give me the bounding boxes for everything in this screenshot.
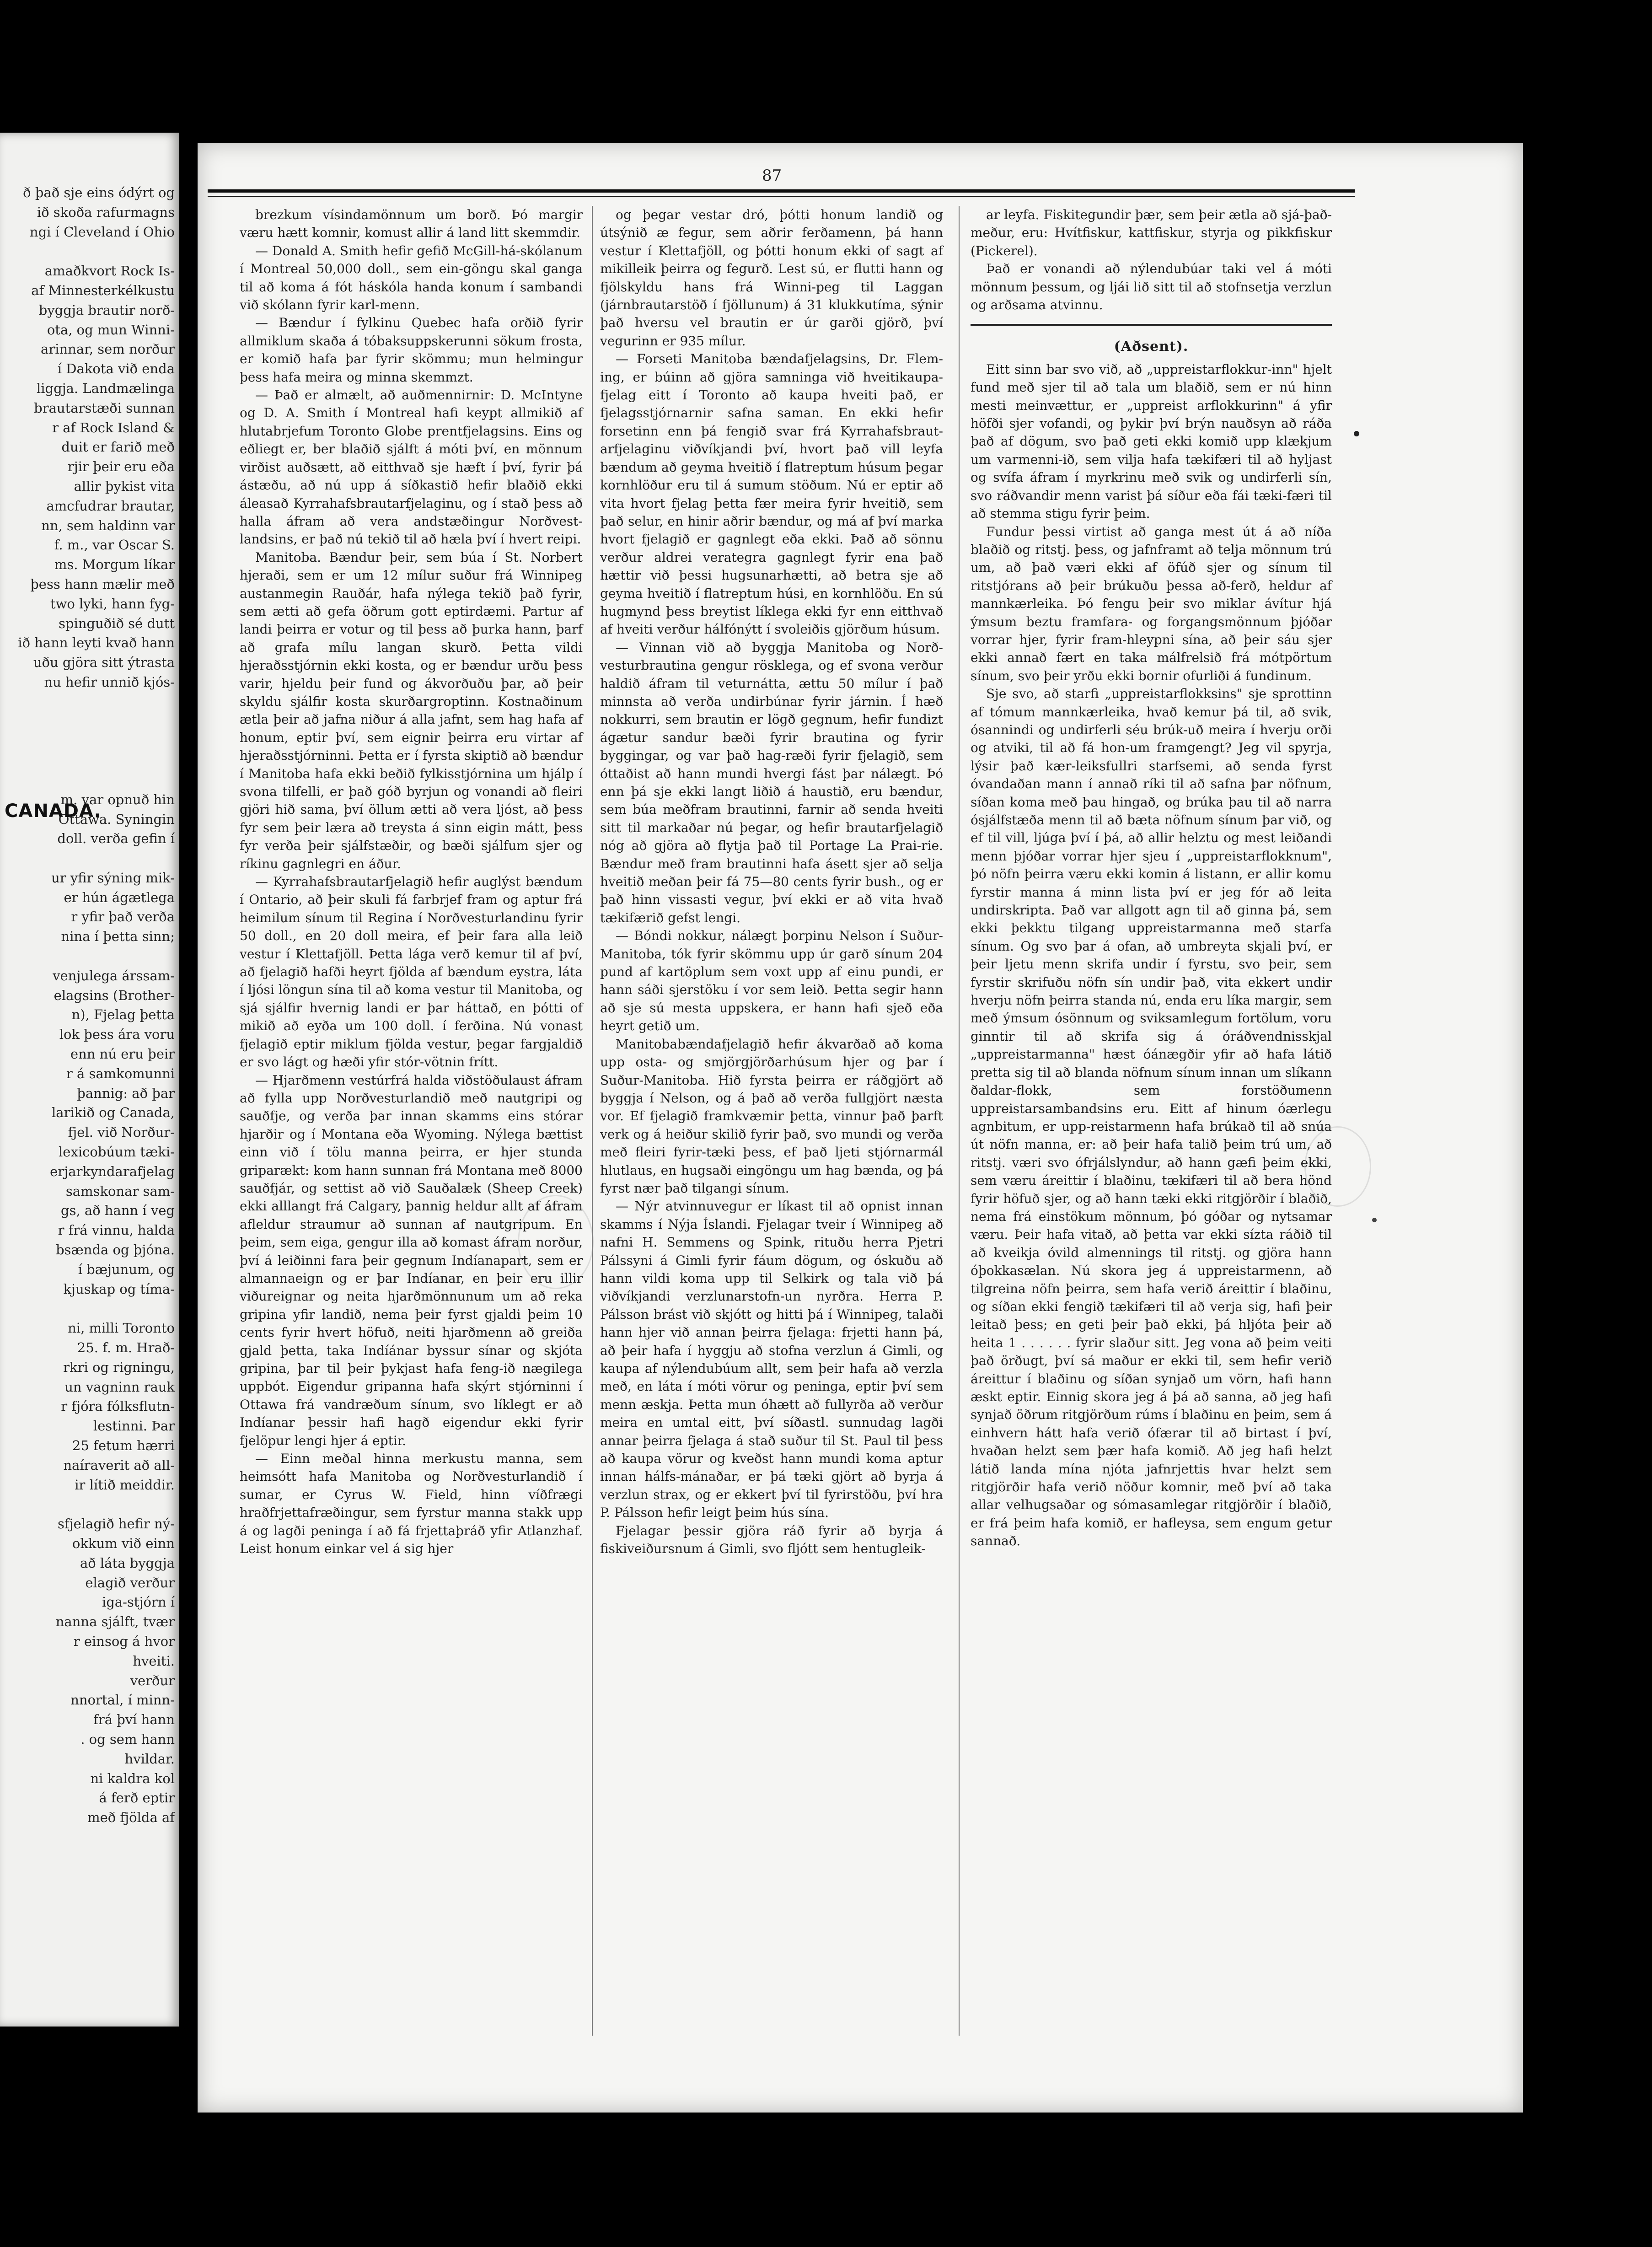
adjacent-page-strip [0,133,179,2027]
adjacent-text-line: hvildar. [124,1751,175,1767]
ink-dot [1372,1218,1377,1222]
adjacent-text-line: m. var opnuð hin [60,791,175,807]
adjacent-text-line: lexicobúum tæki- [59,1144,175,1160]
column-2 [600,206,943,1558]
paragraph: ar leyfa. Fiskitegundir þær, sem þeir ætla að sjá-það-meður, eru: Hvítfiskur, kattfiskur, styrja og pikkfiskur (Pickerel). [971,207,1332,258]
paragraph: brezkum vísindamönnum um borð. Þó margir væru hætt komnir, komust allir á land litt skemmdir. [240,207,583,241]
adjacent-text-line: sfjelagið hefir ný- [58,1516,175,1532]
paragraph: — Einn meðal hinna merkustu manna, sem heimsótt hafa Manitoba og Norðvesturlandið í sumar, er Cyrus W. Field, hinn víðfrægi hraðfrjettafræðingur, sem fyrstur manna stakk upp á og lagði peninga í að fá frjettaþráð yfir Atlanzhaf. Leist honum einkar vel á sig hjer [240,1451,583,1557]
adjacent-text-line: ni kaldra kol [90,1770,175,1786]
page-number: 87 [762,167,782,185]
adjacent-text-line: bsænda og þjóna. [56,1242,175,1258]
adjacent-text-line: hveiti. [133,1653,175,1669]
adjacent-text-line: enn nú eru þeir [70,1046,175,1062]
adjacent-text-line: duit er farið með [61,439,175,455]
adjacent-text-line: með fjölda af [87,1810,175,1826]
paragraph: Fjelagar þessir gjöra ráð fyrir að byrja á fiskiveiðursnum á Gimli, svo fljótt sem hentugleik- [600,1523,943,1557]
section-rule [971,324,1332,326]
adjacent-text-line: 25 fetum hærri [72,1438,175,1453]
paragraph: — Nýr atvinnuvegur er líkast til að opnist innan skamms í Nýja Íslandi. Fjelagar tveir í Winnipeg að nafni H. Semmens og Spink, rituðu herra Pjetri Pálssyni á Gimli fyrir fáum dögum, og óskuðu að hann vildi koma upp til Selkirk og tala við þá viðvíkjandi verzlunarstofn-un nyrðra. Herra P. Pálsson brást við skjótt og hitti þá í Winnipeg, talaði hann hjer við annan þeirra fjelaga: frjetti hann þá, að þeir hafa í hyggju að stofna verzlun á Gimli, og kaupa af nýlendubúum allt, sem þeir hafa að verzla með, en láta í móti vörur og peninga, eptir því sem menn æskja. Þetta mun óhætt að fullyrða að verður meira en umtal eitt, því síðastl. sunnudag lagði annar þeirra fjelaga á stað suður til St. Paul til þess að kaupa vörur og kveðst hann mundi koma aptur innan hálfs-mánaðar, er þá tæki gjört að byrja á verzlun strax, og er ekkert því til fyrirstöðu, því hra P. Pálsson hefir leigt þeim hús sína. [600,1199,943,1521]
adjacent-text-line: ni, milli Toronto [68,1320,175,1336]
adjacent-text-line: un vagninn rauk [64,1379,175,1395]
adjacent-text-line [4,751,175,770]
adjacent-text-line: Ottawa. Syningin [58,811,175,827]
adjacent-text-line: lok þess ára voru [59,1027,175,1043]
adjacent-text-line: rkri og rigningu, [63,1359,175,1375]
adjacent-text-line: 25. f. m. Hrað- [77,1340,175,1356]
adjacent-text-line: kjuskap og tíma- [63,1281,175,1297]
adjacent-text-line [4,1494,175,1514]
adjacent-text-line [4,770,175,790]
canada-heading: CANADA. [5,801,102,822]
adjacent-text-line: byggja brautir norð- [38,302,175,318]
adjacent-text-line: spinguðið sé dutt [59,615,175,631]
adjacent-text-line: erjarkyndarafjelag [50,1163,175,1179]
adjacent-text-line: nu hefir unnið kjós- [44,674,175,690]
newspaper-page [198,143,1523,2113]
adjacent-text-line: venjulega árssam- [53,968,175,984]
adjacent-text-line: r frá vinnu, halda [58,1222,175,1238]
adjacent-text-line: lestinni. Þar [93,1418,175,1434]
adjacent-text-line [4,692,175,712]
adjacent-text-line: rjir þeir eru eða [67,459,175,475]
adjacent-text-line: þannig: að þar [77,1085,175,1101]
paragraph: — Bændur í fylkinu Quebec hafa orðið fyrir allmiklum skaða á tóbaksuppskerunni sökum frosta, er komið hafa þar fyrir skömmu; mun helmingur þess hafa meira og minna skemmzt. [240,315,583,385]
paragraph: — Kyrrahafsbrautarfjelagið hefir auglýst bændum í Ontario, að þeir skuli fá farbrjef fram og aptur frá heimilum sínum til Regina í Norðvesturlandinu fyrir 50 doll., en 20 doll meira, ef þeir fara alla leið vestur í Klettafjöll. Þetta lága verð kemur til af því, að fjelagið hafði heyrt fjölda af bændum eystra, láta í ljósi löngun sína til að koma vestur til Manitoba, og sjá sjálfir hvernig landi er þar háttað, en þótti of mikið að eyða um 100 doll. í ferðina. Nú vonast fjelagið eptir miklum fjölda vestur, þegar fargjaldið er svo lágt og hæði yfir stór-vötnin frítt. [240,874,583,1070]
paragraph: Sje svo, að starfi „uppreistarflokksins" sje sprottinn af tómum mannkærleika, hvað kemur þá til, að svik, ósannindi og undirferli séu brúk-uð meira í hverju orði og atviki, til að fá hon-um framgengt? Jeg vil spyrja, lýsir það kær-leiksfullri starfsemi, að senda fyrst óvandaðan mann í annað ríki til að safna þar nöfnum, síðan koma með þau hingað, og brúka þau til að narra ósjálfstæða menn til að bæta nöfnum sínum þar við, og ef til vill, ljúga því í þá, að allir helztu og mest leiðandi menn þjóðar vorrar hjer sjeu í „uppreistarflokknum", þó nöfn þeirra væru ekki komin á listann, er allir komu fyrstir manna á minn lista því er jeg fór að leita undirskripta. Það var allgott agn til að ginna þá, sem ekki þekktu tilgang uppreistarmanna með starfa sínum. Og svo þar á ofan, að umbreyta skjali því, er þeir ljetu menn skrifa undir í fyrstu, svo þeir, sem fyrstir skrifuðu nöfn sín undir það, vita ekkert undir hverju nöfn þeirra standa nú, enda eru líka margir, sem með ýmsum ósönnum og sviksamlegum fortölum, voru ginntir til að skrifa sig á óráðvendnisskjal „uppreistarmanna" hæst óánægðir yfir að hafa látið pretta sig til að blanda nöfnum sínum innan um slíkann ðaldar-flokk, sem forstöðumenn uppreistarsambandsins eru. Eitt af hinum óærlegu agnbitum, er upp-reistarmenn hafa brúkað til að snúa út nöfn manna, er: að þeir hafa talið þeim trú um, að ritstj. væri svo ófrjálslyndur, að hann gæfi þeim ekki, sem væru áreittir í blaðinu, tækifæri til að bera hönd fyrir höfuð sjer, og að hann tæki ekki ritgjörðir í blaðið, nema frá einstökum mönnum, þó góðar og nytsamar væru. Þeir hafa vitað, að þetta var ekki sízta ráðið til að kveikja óvild almennings til ritstj. og gjöra hann óþokkasælan. Nú skora jeg á uppreistarmenn, að tilgreina nöfn þeirra, sem hafa verið áreittir í blaðinu, og síðan ekki fengið tækifæri til að verja sig, hafi þeir leitað þess; en geti þeir það ekki, þá hljóta þeir að heita 1 . . . . . . fyrir slaður sitt. Jeg vona að þeim veiti það örðugt, því sá maður er ekki til, sem hefir verið áreittur í blaðinu og síðan synjað um vörn, hafi hann æskt eptir. Einnig skora jeg á þá að sanna, að jeg hafi synjað öðrum ritgjörðum rúms í blaðinu en þeim, sem á einhvern hátt hafa verið ófærar til að birtast í því, hvaðan helzt sem þær hafa komið. Að jeg hafi helzt látið landa mína njóta jafnrjettis hvar helzt sem ritgjörðir hafa verið nöður komnir, með því að taka allar velhugsaðar og sómasamlegar ritgjörðir í blaðið, er frá þeim hafa komið, er hafleysa, sem engum getur sannað. [971,686,1332,1549]
adjacent-text-line: r á samkomunni [66,1065,175,1081]
adjacent-text-line: elagið verður [85,1575,175,1591]
adjacent-text-line: í Dakota við enda [57,361,175,377]
adjacent-text-line: r fjóra fólksflutn- [61,1398,175,1414]
ink-dot [1354,431,1359,436]
paragraph: — Vinnan við að byggja Manitoba og Norð-vesturbrautina gengur rösklega, og ef svona verður haldið áfram til veturnátta, ættu 50 mílur í það minnsta að verða undirbúnar fyrir járnin. Í hæð nokkurri, sem brautin er lögð gegnum, hefir fundizt ágætur sandur bæði fyrir brautina og fyrir byggingar, og var það hag-ræði fyrir fjelagið, sem óttaðist að hann mundi hvergi fást þar nálægt. Þó enn þá sje ekki langt liðið á haustið, eru bændur, sem búa meðfram brautinni, farnir að senda hveiti sitt til markaðar nú þegar, og hefir brautarfjelagið nóg að gjöra að flytja það til Portage La Prai-rie. Bændur með fram brautinni hafa ásett sjer að selja hveitið meðan þeir fá 75—80 cents fyrir bush., og er það hinn vissasti vegur, því ekki er að vita hvað tækifærið gefst lengi. [600,640,943,925]
paragraph: og þegar vestar dró, þótti honum landið og útsýnið æ fegur, sem aðrir ferðamenn, þá hann vestur í Klettafjöll, og þótti honum ekki of sagt af mikilleik þeirra og fegurð. Lest sú, er flutti hann og fjölskyldu hans frá Winni-peg til Laggan (járnbrautarstöð í fjöllunum) á 31 klukkutíma, sýnir það hversu vel brautin er úr garði gjörð, því vegurinn er 935 mílur. [600,207,943,349]
adjacent-text-line [4,946,175,966]
adjacent-text-line: brautarstæði sunnan [34,400,175,416]
adjacent-text-line: r einsog á hvor [73,1633,175,1649]
paragraph: — Það er almælt, að auðmennirnir: D. McIntyne og D. A. Smith í Montreal hafi keypt allmikið af hlutabrjefum Toronto Globe prentfjelagsins. Eins og eðliegt er, ber blaðið sjálft á móti því, en mönnum virðist auðsætt, að eitthvað sje hæft í því, fyrir þá ástæðu, að nú upp á síðkastið hefir blaðið ekki áleasað Kyrrahafsbrautarfjelaginu, og í stað þess að halla áfram að vera andstæðingur Norðvest-landsins, er það nú tekið til að hæla því í hvert reipi. [240,387,583,547]
adjacent-text-line [4,849,175,868]
adjacent-text-line [4,731,175,751]
adjacent-text-line: okkum við einn [72,1535,175,1551]
adjacent-text-line: ota, og mun Winni- [47,322,175,338]
adjacent-text-line: ir lítið meiddir. [75,1477,175,1493]
adjacent-text-line: nn, sem haldinn var [41,517,175,533]
header-rule [208,189,1355,193]
adjacent-text-line: í bæjunum, og [78,1261,175,1277]
adjacent-text-line: r yfir það verða [71,909,175,925]
column-1 [240,206,583,1558]
adjacent-text-line [4,712,175,731]
adjacent-page-text [4,183,175,1828]
adjacent-text-line: gs, að hann í veg [61,1203,175,1219]
column-3-article [971,360,1332,1550]
adjacent-text-line: þess hann mælir með [30,576,175,592]
adjacent-text-line: ið hann leyti kvað hann [18,635,175,651]
adjacent-text-line: . og sem hann [80,1731,175,1747]
adjacent-text-line: doll. verða gefin í [57,831,175,847]
paragraph: Manitoba. Bændur þeir, sem búa í St. Norbert hjeraði, sem er um 12 mílur suður frá Winnipeg austanmegin Rauðár, hafa nýlega tekið það fyrir, sem ætti að gefa öðrum gott eptirdæmi. Partur af landi þeirra er votur og til þess að þurka hann, þarf að grafa mílu langan skurð. Þetta vildi hjeraðsstjórnin ekki kosta, og er bændur urðu þess varir, hjeldu þeir fund og ákvorðuðu þar, að þeir skyldu sjálfir kosta skurðargroptinn. Kostnaðinum ætla þeir að jafna niður á alla jafnt, sem hag hafa af honum, eptir því, sem eignir þeirra eru virtar af hjeraðsstjórninni. Þetta er í fyrsta skiptið að bændur í Manitoba hafa ekki beðið fylkisstjórnina um hjálp í svona tilfelli, er það góð byrjun og vonandi að fleiri gjöri hið sama, því öllum ætti að vera ljóst, að þess fyr sem þeir læra að treysta á sinn eigin mátt, þess fyr verða þeir sjálfstæðir, og bæði sjálfum sjer og ríkinu gagnlegri en áður. [240,549,583,871]
adjacent-text-line: af Minnesterkélkustu [31,282,175,298]
adjacent-text-line: nina í þetta sinn; [61,929,175,945]
paragraph: — Donald A. Smith hefir gefið McGill-há-skólanum í Montreal 50,000 doll., sem ein-göngu skal ganga til að koma á fót háskóla handa konum í sambandi við skólann fyrir karl-menn. [240,243,583,313]
adjacent-text-line: amaðkvort Rock Is- [44,263,175,279]
paragraph: — Hjarðmenn vestúrfrá halda viðstöðulaust áfram að fylla upp Norðvesturlandið með nautgripi og sauðfje, og verða þar innan skamms eins stórar hjarðir og í Montana eða Wyoming. Nýlega bættist einn við í tölu manna þeirra, er hjer stunda griparækt: kom hann sunnan frá Montana með 8000 sauðfjár, og settist að við Sauðalæk (Sheep Creek) ekki alllangt frá Calgary, þannig heldur allt af áfram afleldur straumur að sunnan af nautgripum. En þeim, sem eiga, gengur illa að komast áfram norður, því á leiðinni fara þeir gegnum Indíanapart, sem er almannaeign og er þar Indíanar, en þeir eru illir viðureignar og neita hjarðmönnunum um að reka gripina yfir landið, nema þeir fyrst gjaldi þeim 10 cents fyrir hvert höfuð, neiti hjarðmenn að greiða gjald þetta, taka Indíánar byssur sínar og skjóta gripina, þar til þeir þykjast hafa feng-ið nægilega uppbót. Eigendur gripanna hafa skýrt stjórninni í Ottawa frá vandræðum sínum, svo líklegt er að Indíanar þessir hafi hagð eigendur ekki fyrir fjelöpur lengi hjer á eptir. [240,1072,583,1448]
article-heading: (Aðsent). [1114,339,1189,355]
paragraph: Fundur þessi virtist að ganga mest út á að níða blaðið og ritstj. þess, og jafnframt að telja mönnum trú um, að það væri ekki af öfúð sjer og sínum til ritstjórans að þeir brúkuðu þessa að-ferð, heldur af mannkærleika. Þó fengu þeir svo miklar ávítur hjá ýmsum beztu framfara- og forgangsmönnum þjóðar vorrar hjer, fyrir fram-hleypni sína, að þeir sáu sjer ekki annað fært en taka málfrelsið frá mótpörtum sínum, svo þeir yrðu ekki bornir ofurliði á fundinum. [971,524,1332,683]
adjacent-text-line: að láta byggja [80,1555,175,1571]
adjacent-text-line: samskonar sam- [65,1183,175,1199]
adjacent-text-line: liggja. Landmælinga [36,380,175,396]
paragraph: — Forseti Manitoba bændafjelagsins, Dr. Flem-ing, er búinn að gjöra samninga við hveitikaupa-fjelag eitt í Toronto að kaupa hveiti það, er fjelagsstjórnarnir safna saman. En ekki hefir forsetinn enn þá fengið svar frá Kyrrahafsbraut-arfjelaginu viðvíkjandi því, hvort það vill leyfa bændum að geyma hveitið í flatreptum húsum þegar kornhlöður eru til á sumum stöðum. Nú er eptir að vita hvort fjelag þetta fær meira fyrir hveitið, sem það selur, en hinir aðrir bændur, og má af því marka hvort fjelagið er gagnlegt eða ekki. Það að sönnu verður aldrei verategra gagnlegt fyrir ena það hættir við þessi hugsunarhætti, að betra sje að geyma hveitið í flatreptum húsi, en kornhlöðu. En sú hugmynd þess breytist líklega ekki fyr enn eitthvað af hveiti verður hálfónýtt í svoleiðis gjörðum húsum. [600,351,943,637]
adjacent-text-line: nanna sjálft, tvær [55,1614,175,1630]
adjacent-text-line [4,242,175,261]
paragraph: — Bóndi nokkur, nálægt þorpinu Nelson í Suður-Manitoba, tók fyrir skömmu upp úr garð sínum 204 pund af kartöplum sem voxt upp af einu pundi, er hann sáði sjerstöku í vor sem leið. Þetta segir hann að sje sú mesta uppskera, er hann hafi sjeð eða heyrt getið um. [600,928,943,1034]
adjacent-text-line: ið skoða rafurmagns [37,204,175,220]
adjacent-text-line: ngi í Cleveland í Ohio [29,224,175,240]
adjacent-text-line: er hún ágætlega [64,889,175,905]
adjacent-text-line: allir þykist vita [74,478,175,494]
adjacent-text-line: f. m., var Oscar S. [54,537,175,553]
adjacent-text-line [4,1299,175,1318]
adjacent-text-line: ur yfir sýning mik- [51,870,175,886]
adjacent-text-line: two lyki, hann fyg- [50,596,175,612]
column-divider [959,206,960,2036]
column-divider [592,206,593,2036]
adjacent-text-line: n), Fjelag þetta [71,1007,175,1023]
paragraph: Manitobabændafjelagið hefir ákvarðað að koma upp osta- og smjörgjörðarhúsum hjer og þar í Suður-Manitoba. Hið fyrsta þeirra er ráðgjört að byggja í Nelson, og á það að verða fullgjört næsta vor. Ef fjelagið framkvæmir þetta, vinnur það þarft verk og á heiður skilið fyrir það, svo mundi og verða með fleiri fyrir-tæki þess, ef það ljeti stjórnarmál hlutlaus, en hugsaði eingöngu um hag bænda, og þá fyrst nær það tilgangi sínum. [600,1036,943,1196]
adjacent-text-line: amcfudrar brautar, [46,498,175,514]
column-3 [971,206,1332,1550]
adjacent-text-line: iga-stjórn í [102,1594,175,1610]
stain-mark [1304,1126,1371,1207]
paragraph: Það er vonandi að nýlendubúar taki vel á móti mönnum þessum, og ljái lið sitt til að stofnsetja verzlun og arðsama atvinnu. [971,261,1332,313]
adjacent-text-line: frá því hann [93,1712,175,1728]
adjacent-text-line: larikið og Canada, [52,1105,175,1121]
adjacent-text-line: elagsins (Brother- [54,987,175,1003]
adjacent-text-line: arinnar, sem norður [41,341,175,357]
adjacent-text-line: á ferð eptir [99,1790,175,1806]
adjacent-text-line: verður [130,1672,175,1688]
adjacent-text-line: ð það sje eins ódýrt og [23,185,175,200]
adjacent-text-line: fjel. við Norður- [68,1124,175,1140]
column-3-news [971,206,1332,314]
stain-mark [518,1195,594,1289]
adjacent-text-line: naíraverit að all- [63,1457,175,1473]
adjacent-text-line: uðu gjöra sitt ýtrasta [33,655,175,671]
paragraph: Eitt sinn bar svo við, að „uppreistarflokkur-inn" hjelt fund með sjer til að tala um blaðið, sem er nú hinn mesti meinvættur, er „uppreist arflokkurinn" á yfir höfði sjer vofandi, og þykir því brýn nauðsyn að ráða það af dögum, svo það geti ekki komið upp klækjum um varmenni-ið, sem vilja hafa tækifæri til að hyljast og svífa áfram í myrkrinu með svik og undirferli sín, svo ráðvandir menn varist þá síður eða fái tæki-færi til að stemma stigu fyrir þeim. [971,361,1332,521]
adjacent-text-line: r af Rock Island & [52,419,175,435]
adjacent-text-line: nnortal, í minn- [70,1692,175,1708]
header-rule-thin [208,196,1355,197]
adjacent-text-line: ms. Morgum líkar [54,557,175,573]
